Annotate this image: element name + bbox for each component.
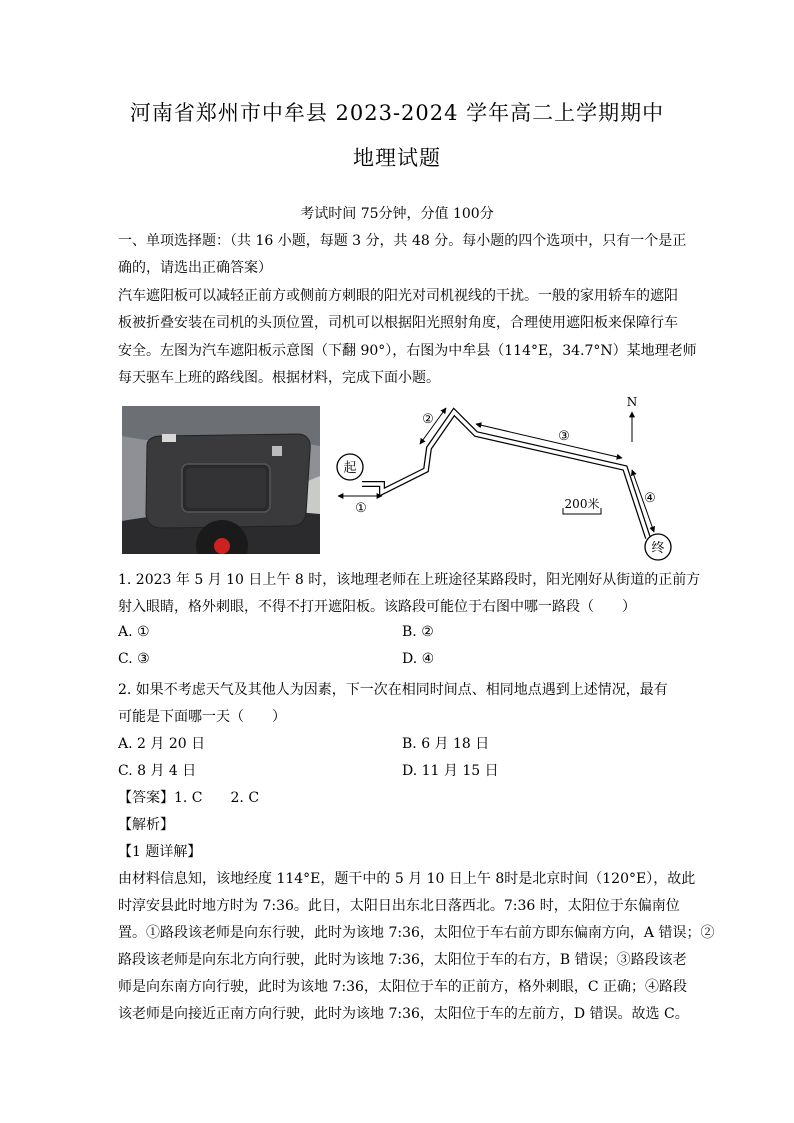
route-map-svg [330,392,685,562]
title-line-1: 河南省郑州市中牟县 2023-2024 学年高二上学期期中 [129,101,665,125]
analysis-label: 【解析】 [118,817,174,833]
segment-1-label: ① [355,501,367,516]
intro-line-1: 汽车遮阳板可以减轻正前方或侧前方刺眼的阳光对司机视线的干扰。一般的家用轿车的遮阳 [118,288,678,304]
explanation-line-6: 该老师是向接近正南方向行驶，此时为该地 7:36，太阳位于车的左前方，D 错误。故选 C。 [118,1006,689,1022]
q1-stem-line-2: 射入眼睛，格外刺眼，不得不打开遮阳板。该路段可能位于右图中哪一路段（ ） [118,599,636,615]
q1-option-c: C. ③ [118,651,150,667]
intro-line-2: 板被折叠安装在司机的头顶位置，司机可以根据阳光照射角度，合理使用遮阳板来保障行车 [118,315,678,331]
q2-option-a: A. 2 月 20 日 [118,736,206,752]
section-header-line-1: 一、单项选择题：（共 16 小题，每题 3 分，共 48 分。每小题的四个选项中，只有一个是正 [118,233,687,249]
sun-visor-photo [122,406,320,554]
segment-4-label: ④ [644,491,656,506]
q2-option-b: B. 6 月 18 日 [402,736,490,752]
explanation-line-3: 置。①路段该老师是向东行驶，此时为该地 7:36，太阳位于车右前方即东偏南方向，A 错误；② [118,925,715,941]
q1-option-d: D. ④ [402,651,435,667]
q2-option-d: D. 11 月 15 日 [402,763,499,779]
q2-option-c: C. 8 月 4 日 [118,763,197,779]
route-map [330,392,685,562]
start-label: 起 [343,461,357,476]
explanation-line-1: 由材料信息知，该地经度 114°E，题干中的 5 月 10 日上午 8时是北京时间（120°E），故此 [118,871,696,887]
end-label: 终 [651,541,665,556]
q1-option-a: A. ① [118,624,150,640]
north-label: N [626,395,638,409]
scale-label: 200米 [564,497,600,511]
q2-stem-line-2: 可能是下面哪一天（ ） [118,709,286,725]
exam-info: 考试时间 75分钟，分值 100分 [300,206,494,222]
sun-visor-illustration [122,406,320,554]
intro-line-3: 安全。左图为汽车遮阳板示意图（下翻 90°），右图为中牟县（114°E，34.7°N）某地理老师 [118,343,697,359]
q2-stem-line-1: 2. 如果不考虑天气及其他人为因素，下一次在相同时间点、相同地点遇到上述情况，最有 [118,682,668,698]
explanation-line-5: 师是向东南方向行驶，此时为该地 7:36，太阳位于车的正前方，格外刺眼，C 正确；④路段 [118,979,688,995]
segment-2-label: ② [422,412,434,427]
title-line-2: 地理试题 [353,146,441,170]
intro-line-4: 每天驱车上班的路线图。根据材料，完成下面小题。 [118,370,440,386]
q1-stem-line-1: 1. 2023 年 5 月 10 日上午 8 时，该地理老师在上班途径某路段时，阳光刚好从街道的正前方 [118,572,701,588]
q1-option-b: B. ② [402,624,434,640]
explanation-line-4: 路段该老师是向东北方向行驶，此时为该地 7:36，太阳位于车的右方，B 错误；③路段该老 [118,952,687,968]
answer-line: 【答案】1. C 2. C [118,790,260,806]
explanation-line-2: 时淳安县此时地方时为 7:36。此日，太阳日出东北日落西北。7:36 时，太阳位于东偏南位 [118,898,680,914]
section-header-line-2: 确的，请选出正确答案） [118,260,272,276]
segment-3-label: ③ [558,429,570,444]
q1-detail-label: 【1 题详解】 [118,844,202,860]
